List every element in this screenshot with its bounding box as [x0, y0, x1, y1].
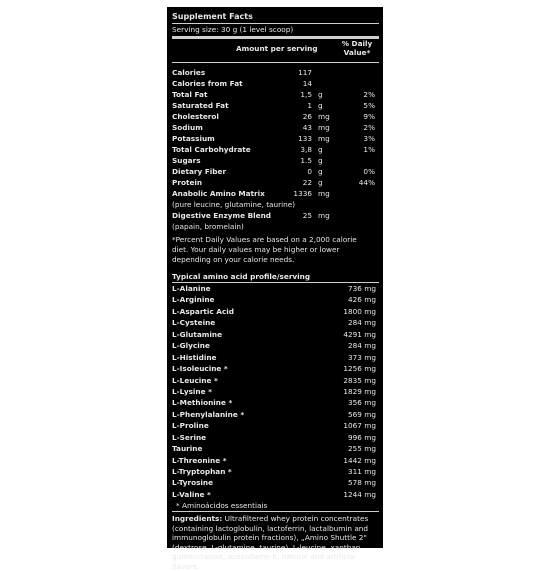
- nutrient-row: [172, 166, 379, 177]
- amino-name: L-Leucine *: [172, 375, 218, 385]
- nutrient-amount: 26: [302, 112, 312, 121]
- amino-name: L-Serine: [172, 432, 207, 442]
- nutrient-row: [172, 133, 379, 144]
- amino-row: [172, 420, 379, 431]
- nutrient-name: Sodium: [172, 123, 203, 132]
- amino-row: [172, 352, 379, 363]
- amino-row: [172, 340, 379, 351]
- amino-name: L-Isoleucine *: [172, 364, 228, 374]
- amino-value: 1829 mg: [343, 386, 376, 396]
- nutrient-row: [172, 155, 379, 166]
- nutrient-amount: 14: [302, 79, 312, 88]
- nutrient-name: Calories: [172, 68, 206, 77]
- amino-name: L-Glycine: [172, 341, 210, 351]
- amino-row: [172, 363, 379, 374]
- amino-row: [172, 489, 379, 500]
- nutrient-row: [172, 111, 379, 122]
- nutrient-unit: g: [318, 167, 323, 176]
- nutrient-unit: mg: [318, 211, 330, 220]
- amino-name: L-Methionine *: [172, 398, 233, 408]
- nutrient-unit: mg: [318, 189, 330, 198]
- nutrient-unit: g: [318, 178, 323, 187]
- amount-header: Amount per serving: [236, 44, 318, 53]
- amino-name: L-Glutamine: [172, 329, 223, 339]
- nutrient-row: [172, 89, 379, 100]
- amino-name: L-Arginine: [172, 295, 215, 305]
- nutrient-name: Total Carbohydrate: [172, 145, 251, 154]
- nutrient-row: [172, 100, 379, 111]
- amino-row: [172, 466, 379, 477]
- nutrient-amount: 43: [302, 123, 312, 132]
- nutrient-name: Digestive Enzyme Blend: [172, 211, 272, 220]
- nutrient-row: [172, 199, 379, 210]
- nutrient-row: [172, 188, 379, 199]
- nutrient-name: Saturated Fat: [172, 101, 229, 110]
- nutrient-unit: g: [318, 156, 323, 165]
- nutrient-unit: g: [318, 90, 323, 99]
- amino-value: 996 mg: [348, 432, 376, 442]
- nutrient-name: Sugars: [172, 156, 201, 165]
- daily-value-header: % Daily Value*: [341, 39, 373, 57]
- amino-row: [172, 317, 379, 328]
- nutrient-amount: 133: [298, 134, 312, 143]
- amino-value: 284 mg: [348, 341, 376, 351]
- amino-row: [172, 455, 379, 466]
- amino-name: L-Tyrosine: [172, 478, 214, 488]
- supplement-facts-panel: [167, 7, 383, 571]
- amino-value: 1442 mg: [343, 455, 376, 465]
- nutrient-unit: mg: [318, 123, 330, 132]
- amino-name: L-Tryptophan *: [172, 467, 232, 476]
- column-header: [172, 39, 379, 62]
- amino-row: [172, 294, 379, 305]
- amino-name: L-Lysine *: [172, 386, 212, 396]
- nutrient-amount: 3,8: [300, 145, 312, 154]
- amino-row: [172, 443, 379, 454]
- amino-value: 426 mg: [348, 295, 376, 305]
- amino-row: [172, 397, 379, 408]
- nutrient-unit: mg: [318, 134, 330, 143]
- nutrient-daily-value: 1%: [363, 145, 375, 154]
- nutrient-amount: 1,5: [300, 90, 312, 99]
- ingredients-label: Ingredients:: [172, 514, 223, 524]
- nutrient-amount: 22: [302, 178, 312, 187]
- amino-profile-title: Typical amino acid profile/serving: [172, 272, 311, 281]
- amino-name: Taurine: [172, 444, 203, 454]
- nutrient-row: [172, 177, 379, 188]
- nutrient-unit: mg: [318, 112, 330, 121]
- nutrient-subtext: (papain, bromelain): [172, 222, 244, 231]
- nutrient-row: [172, 210, 379, 221]
- nutrient-daily-value: 5%: [363, 101, 375, 110]
- amino-name: L-Alanine: [172, 284, 211, 293]
- amino-row: [172, 375, 379, 386]
- amino-value: 1256 mg: [343, 364, 376, 374]
- nutrient-amount: 25: [302, 211, 312, 220]
- ingredients-text: Ultrafiltered whey protein concentrates (containing lactoglobulin, lactoferrin, lactalbumin and immunoglobulin protein fractions), „Amino Shuttle 2" (dextrose, L-glutamine, taurine), L-leucine, xanthan gumsucralose, acesulfame-K, natural and artificial flavors.: [172, 514, 369, 571]
- amino-name: L-Threonine *: [172, 455, 227, 465]
- amino-name: L-Aspartic Acid: [172, 306, 234, 316]
- amino-value: 4291 mg: [343, 329, 376, 339]
- nutrient-name: Dietary Fiber: [172, 167, 227, 176]
- amino-value: 1067 mg: [343, 421, 376, 431]
- amino-value: 569 mg: [348, 409, 376, 419]
- footnote: *Percent Daily Values are based on a 2,000 calorie diet. Your daily values may be higher or lower depending on your calorie needs.: [172, 235, 357, 264]
- nutrient-name: Potassium: [172, 134, 215, 143]
- nutrient-name: Anabolic Amino Matrix: [172, 189, 265, 198]
- nutrient-daily-value: 44%: [358, 178, 375, 187]
- nutrient-row: [172, 67, 379, 78]
- amino-value: 311 mg: [348, 467, 376, 476]
- amino-row: [172, 386, 379, 397]
- amino-row: [172, 409, 379, 420]
- nutrient-daily-value: 0%: [363, 167, 375, 176]
- nutrient-amount: 1: [307, 101, 312, 110]
- amino-list: [172, 283, 379, 500]
- amino-value: 284 mg: [348, 318, 376, 328]
- amino-name: L-Valine *: [172, 489, 211, 499]
- nutrient-amount: 1.5: [300, 156, 312, 165]
- amino-name: L-Cysteine: [172, 318, 216, 328]
- nutrient-name: Cholesterol: [172, 112, 219, 121]
- nutrient-name: Calories from Fat: [172, 79, 243, 88]
- amino-name: L-Proline: [172, 421, 209, 431]
- amino-row: [172, 432, 379, 443]
- nutrient-amount: 117: [298, 68, 312, 77]
- nutrient-daily-value: 3%: [363, 134, 375, 143]
- nutrient-row: [172, 78, 379, 89]
- amino-value: 2835 mg: [343, 375, 376, 385]
- essentials-note: * Aminoácidos essentiais: [176, 501, 268, 511]
- nutrient-list: [172, 67, 379, 232]
- nutrient-amount: 0: [307, 167, 312, 176]
- amino-name: L-Phenylalanine *: [172, 409, 245, 419]
- amino-name: L-Histidine: [172, 352, 217, 362]
- amino-value: 373 mg: [348, 352, 376, 362]
- ingredients: [172, 512, 379, 571]
- amino-value: 578 mg: [348, 478, 376, 488]
- nutrient-row: [172, 221, 379, 232]
- amino-row: [172, 329, 379, 340]
- nutrient-unit: g: [318, 101, 323, 110]
- amino-value: 1800 mg: [343, 306, 376, 316]
- amino-row: [172, 306, 379, 317]
- nutrient-name: Protein: [172, 178, 203, 187]
- nutrient-amount: 1336: [293, 189, 312, 198]
- nutrient-daily-value: 2%: [363, 90, 375, 99]
- nutrient-row: [172, 144, 379, 155]
- nutrient-daily-value: 9%: [363, 112, 375, 121]
- amino-row: [172, 283, 379, 294]
- serving-size: Serving size: 30 g (1 level scoop): [172, 25, 294, 34]
- nutrient-subtext: (pure leucine, glutamine, taurine): [172, 200, 296, 209]
- panel-title: Supplement Facts: [172, 12, 253, 21]
- nutrient-row: [172, 122, 379, 133]
- amino-value: 356 mg: [348, 398, 376, 408]
- nutrient-name: Total Fat: [172, 90, 208, 99]
- amino-value: 255 mg: [348, 444, 376, 454]
- amino-value: 1244 mg: [343, 489, 376, 499]
- nutrient-unit: g: [318, 145, 323, 154]
- amino-row: [172, 477, 379, 488]
- nutrient-daily-value: 2%: [363, 123, 375, 132]
- amino-value: 736 mg: [348, 284, 376, 293]
